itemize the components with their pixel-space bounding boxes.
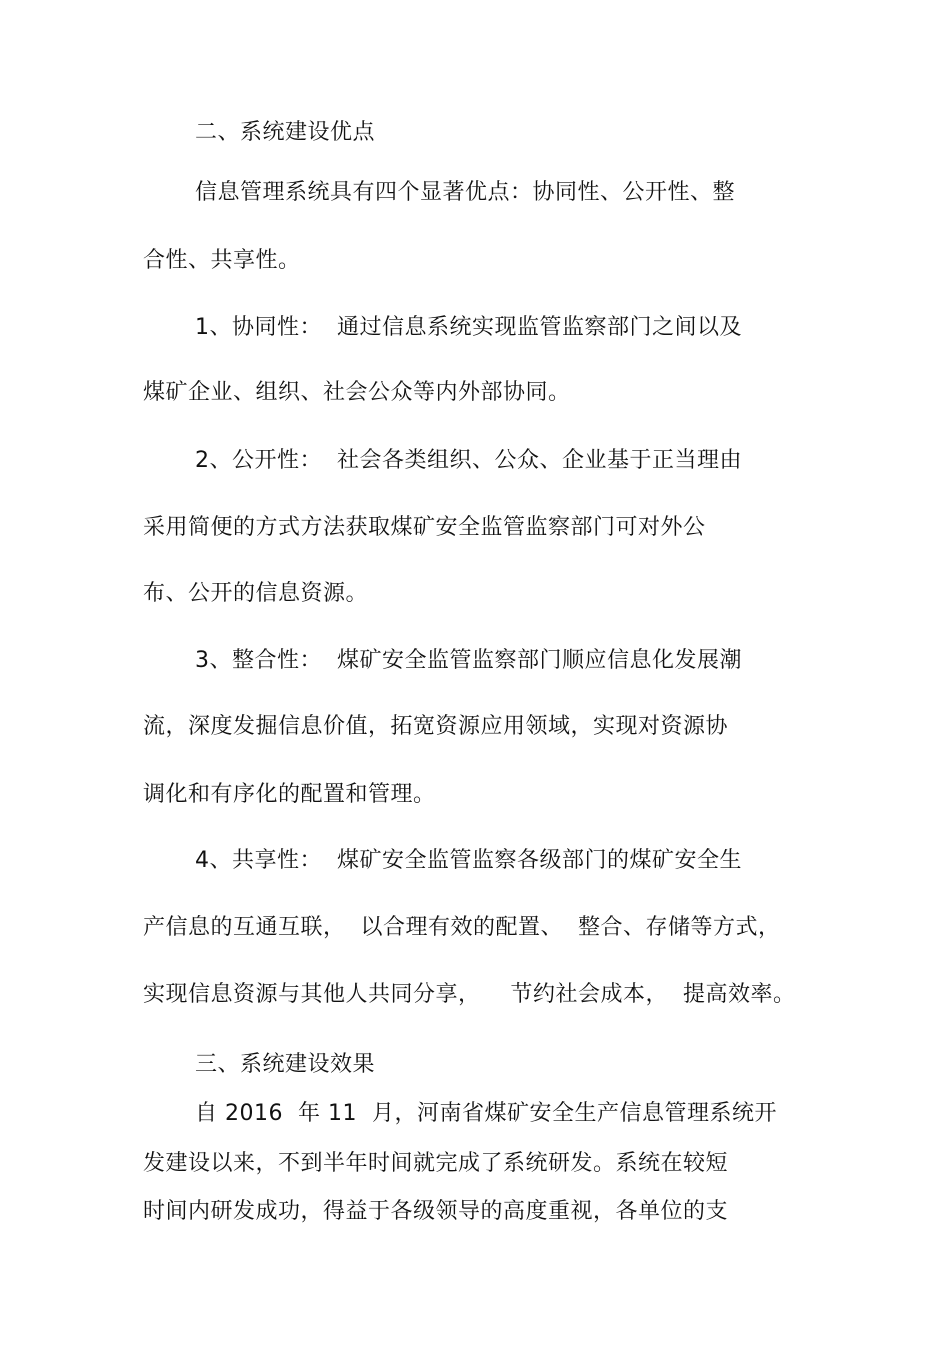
section-heading: 三、系统建设效果 (195, 1052, 376, 1077)
list-item-line: 4、共享性： 煤矿安全监管监察各级部门的煤矿安全生 (195, 848, 742, 873)
list-item-line: 调化和有序化的配置和管理。 (143, 782, 436, 807)
paragraph-line: 合性、共享性。 (143, 248, 301, 273)
paragraph-line: 自 2016 年 11 月，河南省煤矿安全生产信息管理系统开 (195, 1101, 777, 1126)
list-item-line: 产信息的互通互联， 以合理有效的配置、 整合、存储等方式， (143, 915, 781, 940)
paragraph-line: 信息管理系统具有四个显著优点：协同性、公开性、整 (195, 180, 736, 205)
paragraph-line: 时间内研发成功，得益于各级领导的高度重视，各单位的支 (143, 1199, 729, 1224)
list-item-line: 采用简便的方式方法获取煤矿安全监管监察部门可对外公 (143, 515, 706, 540)
list-item-line: 流，深度发掘信息价值，拓宽资源应用领域，实现对资源协 (143, 714, 729, 739)
list-item-line: 实现信息资源与其他人共同分享， 节约社会成本， 提高效率。 (143, 982, 796, 1007)
list-item-line: 3、整合性： 煤矿安全监管监察部门顺应信息化发展潮 (195, 648, 742, 673)
list-item-line: 2、公开性： 社会各类组织、公众、企业基于正当理由 (195, 448, 742, 473)
list-item-line: 1、协同性： 通过信息系统实现监管监察部门之间以及 (195, 315, 742, 340)
section-heading: 二、系统建设优点 (195, 120, 376, 145)
paragraph-line: 发建设以来，不到半年时间就完成了系统研发。系统在较短 (143, 1151, 729, 1176)
list-item-line: 布、公开的信息资源。 (143, 581, 369, 606)
list-item-line: 煤矿企业、组织、社会公众等内外部协同。 (143, 380, 571, 405)
